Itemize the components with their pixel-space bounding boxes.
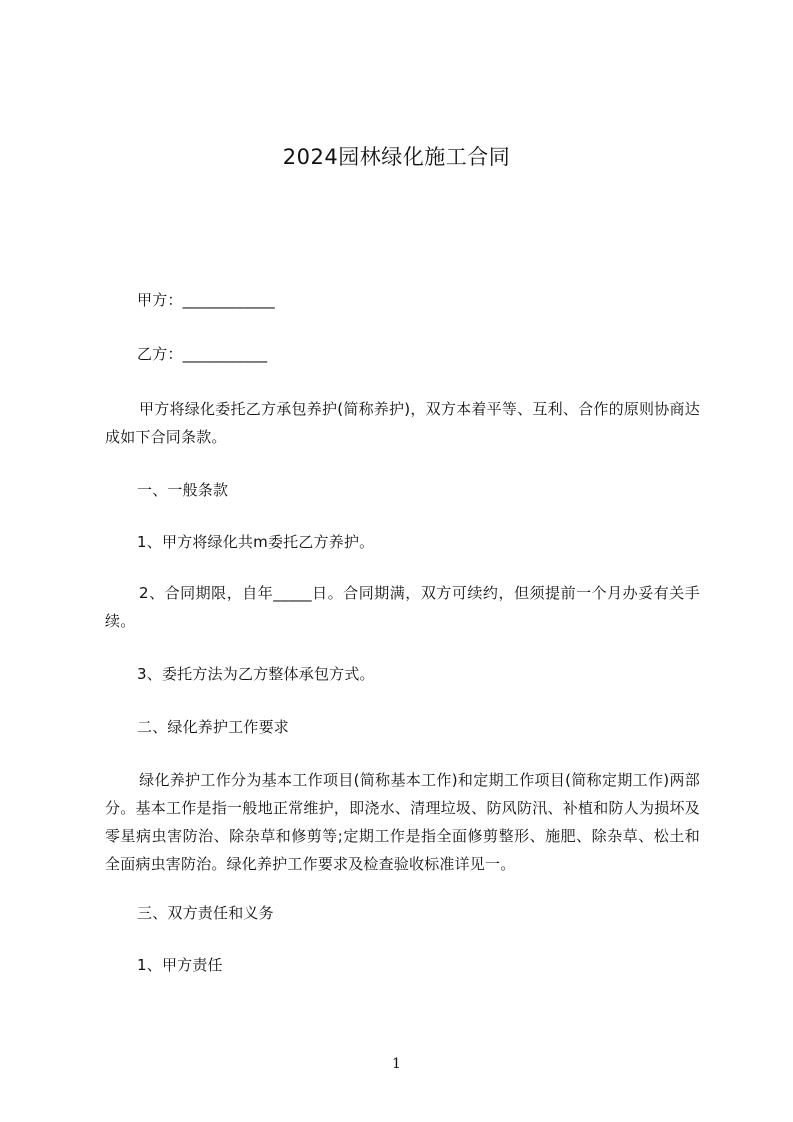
clause-1-1: 1、甲方将绿化共m委托乙方养护。 [137,533,375,551]
party-b-line: 乙方：___________ [137,345,268,363]
intro-text: 甲方将绿化委托乙方承包养护(简称养护)，双方本着平等、互利、合作的原则协商达成如下合同条款。 [105,400,700,446]
clause-1-2-text: 2、合同期限，自年_____日。合同期满，双方可续约，但须提前一个月办妥有关手续。 [105,584,700,630]
document-title: 2024园林绿化施工合同 [282,145,511,169]
section-1-heading: 一、一般条款 [137,481,229,499]
section-3-heading: 三、双方责任和义务 [137,904,274,922]
intro-paragraph [105,395,700,451]
section-2-paragraph [105,766,700,878]
page-number: 1 [392,1056,401,1072]
section-2-heading: 二、绿化养护工作要求 [137,718,290,736]
clause-1-3: 3、委托方法为乙方整体承包方式。 [137,665,375,683]
section-2-text: 绿化养护工作分为基本工作项目(简称基本工作)和定期工作项目(简称定期工作)两部分。基本工作是指一般地正常维护，即浇水、清理垃圾、防风防汛、补植和防人为损坏及零星病虫害防治、除杂草和修剪等;定期工作是指全面修剪整形、施肥、除杂草、松土和全面病虫害防治。绿化养护工作要求及检查验收标准详见一。 [105,771,700,873]
clause-1-2-paragraph [105,579,700,635]
party-a-line: 甲方：____________ [137,291,276,309]
clause-3-1: 1、甲方责任 [137,956,223,974]
